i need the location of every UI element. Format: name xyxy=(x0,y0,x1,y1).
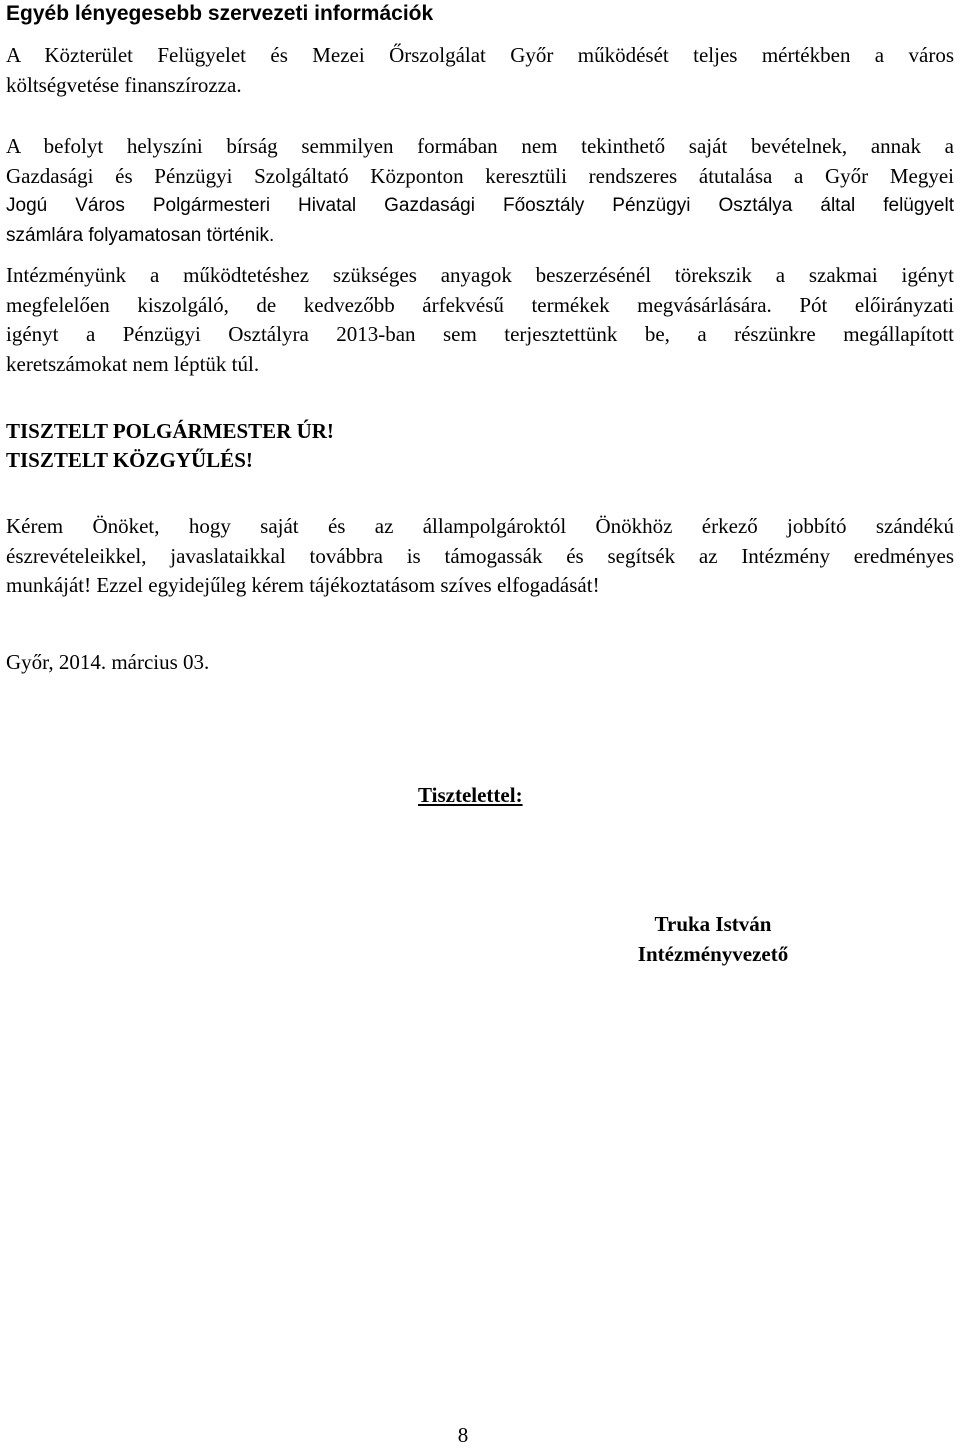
text-line: Gazdasági és Pénzügyi Szolgáltató Központon keresztüli rendszeres átutalása a Győr Megyei xyxy=(6,163,954,188)
section-heading: Egyéb lényegesebb szervezeti információk xyxy=(6,2,434,25)
text-line: megfelelően kiszolgáló, de kedvezőbb árfekvésű termékek megvásárlására. Pót előirányzati xyxy=(6,292,954,317)
paragraph-procurement xyxy=(6,261,954,379)
text-line: Kérem Önöket, hogy saját és az állampolgároktól Önökhöz érkező jobbító szándékú xyxy=(6,514,954,538)
paragraph-request xyxy=(6,512,954,601)
document-date: Győr, 2014. március 03. xyxy=(6,650,210,674)
text-line: Intézményünk a működtetéshez szükséges anyagok beszerzésénél törekszik a szakmai igényt xyxy=(6,263,954,287)
greeting-mayor: TISZTELT POLGÁRMESTER ÚR! xyxy=(6,419,334,443)
text-line: A befolyt helyszíni bírság semmilyen formában nem tekinthető saját bevételnek, annak a xyxy=(6,134,954,158)
signatory-title: Intézményvezető xyxy=(637,942,789,966)
paragraph-funding xyxy=(6,41,954,100)
paragraph-fines xyxy=(6,132,954,191)
text-line: igényt a Pénzügyi Osztályra 2013-ban sem terjesztettünk be, a részünkre megállapított xyxy=(6,322,954,346)
text-line: munkáját! Ezzel egyidejűleg kérem tájékoztatásom szíves elfogadását! xyxy=(6,573,600,597)
closing-salutation: Tisztelettel: xyxy=(418,783,523,807)
page-number: 8 xyxy=(457,1423,469,1447)
text-line: észrevételeikkel, javaslataikkal továbbra is támogassák és segítsék az Intézmény eredményes xyxy=(6,543,954,568)
greeting-assembly: TISZTELT KÖZGYŰLÉS! xyxy=(6,448,253,472)
text-line: keretszámokat nem léptük túl. xyxy=(6,351,260,376)
text-line: A Közterület Felügyelet és Mezei Őrszolgálat Győr működését teljes mértékben a város xyxy=(6,43,954,67)
text-line: költségvetése finanszírozza. xyxy=(6,72,242,97)
text-line: Jogú Város Polgármesteri Hivatal Gazdasági Főosztály Pénzügyi Osztálya által felügyelt xyxy=(6,195,954,216)
text-line: számlára folyamatosan történik. xyxy=(6,224,275,246)
signatory-name: Truka István xyxy=(654,912,772,936)
paragraph-fines-continued xyxy=(6,191,954,250)
